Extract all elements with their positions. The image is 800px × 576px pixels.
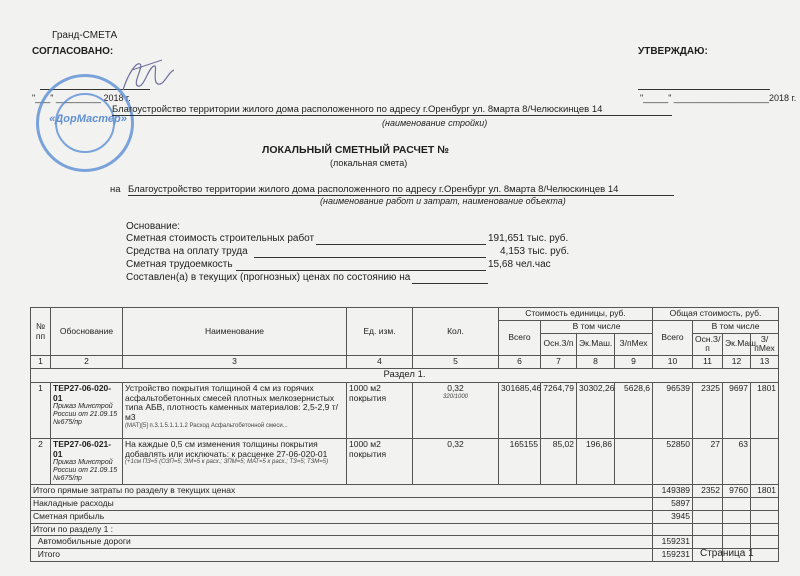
totals-ekmash: 9760 — [723, 485, 751, 498]
row-unit-ekmash: 196,86 — [577, 438, 615, 485]
totals-all: 159231 — [653, 536, 693, 549]
row-total-zpmeh — [751, 438, 779, 485]
approved-left-label: СОГЛАСОВАНО: — [32, 46, 114, 57]
col-number: 3 — [123, 356, 347, 369]
row-name — [123, 382, 347, 438]
header-no: № пп — [31, 308, 51, 356]
header-unit-zpmeh: З/пМех — [615, 333, 653, 356]
row-total-ekmash: 63 — [723, 438, 751, 485]
header-unit-osn: Осн.З/п — [541, 333, 577, 356]
project-name-caption: (наименование стройки) — [382, 118, 488, 128]
row-unit: 1000 м2 покрытия — [347, 382, 413, 438]
row-basis — [51, 438, 123, 485]
labor-underline — [236, 270, 486, 271]
basis-label: Основание: — [126, 221, 181, 232]
row-unit-osn: 85,02 — [541, 438, 577, 485]
totals-label: Итоги по разделу 1 : — [31, 523, 653, 536]
work-name: Благоустройство территории жилого дома расположенного по адресу г.Оренбург ул. 8марта 8/Челюскинцев 14 — [128, 184, 674, 196]
header-total-zpmeh: З/пМех — [751, 333, 779, 356]
labor-value: 15,68 чел.час — [488, 259, 551, 270]
header-unit: Ед. изм. — [347, 308, 413, 356]
row-total-osn: 2325 — [693, 382, 723, 438]
row-note: (+1см ПЗ=5 (ОЗП=5; ЭМ=5 к расх.; ЗПМ=5; МАТ=5 к расх.; ТЗ=5; ТЗМ=5) — [125, 459, 329, 466]
row-code: ТЕР27-06-020-01 — [53, 382, 112, 403]
header-name: Наименование — [123, 308, 347, 356]
row-no: 1 — [31, 382, 51, 438]
row-code: ТЕР27-06-021-01 — [53, 438, 112, 459]
row-total-osn: 27 — [693, 438, 723, 485]
row-name — [123, 438, 347, 485]
row-total-ekmash: 9697 — [723, 382, 751, 438]
totals-row — [31, 498, 779, 511]
header-total-ekmash: Эк.Маш. — [723, 333, 751, 356]
col-number: 8 — [577, 356, 615, 369]
totals-row — [31, 510, 779, 523]
estimate-subtitle: (локальная смета) — [330, 158, 408, 168]
date-right: "_____" ___________________2018 г. — [640, 93, 797, 103]
labor-label: Сметная трудоемкость — [126, 259, 233, 270]
header-unit-all: Всего — [499, 320, 541, 355]
totals-zpmeh: 1801 — [751, 485, 779, 498]
header-total-osn: Осн.З/п — [693, 333, 723, 356]
col-number: 5 — [413, 356, 499, 369]
estimate-title: ЛОКАЛЬНЫЙ СМЕТНЫЙ РАСЧЕТ № — [262, 144, 449, 156]
wages-value: 4,153 тыс. руб. — [500, 246, 570, 257]
col-number: 7 — [541, 356, 577, 369]
row-unit-zpmeh — [615, 438, 653, 485]
header-unit-cost: Стоимость единицы, руб. — [499, 308, 653, 321]
wages-label: Средства на оплату труда — [126, 246, 248, 257]
header-unit-ekmash: Эк.Маш. — [577, 333, 615, 356]
prices-label: Составлен(а) в текущих (прогнозных) ценах по состоянию на — [126, 272, 411, 283]
row-qty-formula: 320/1000 — [442, 393, 469, 400]
signature-line-right — [638, 89, 770, 90]
col-number: 1 — [31, 356, 51, 369]
totals-row — [31, 523, 779, 536]
row-note: (МАТ)[5] п.3.1.5.1.1.1.2 Расход Асфальтобетонной смеси... — [125, 422, 288, 429]
col-number: 9 — [615, 356, 653, 369]
totals-row — [31, 549, 779, 562]
row-total-all: 96539 — [653, 382, 693, 438]
totals-label: Сметная прибыль — [31, 510, 653, 523]
totals-all: 149389 — [653, 485, 693, 498]
work-prefix: на — [110, 184, 121, 195]
wages-underline — [254, 257, 486, 258]
estimate-table — [30, 307, 779, 562]
totals-label: Итого — [31, 549, 653, 562]
totals-label: Автомобильные дороги — [31, 536, 653, 549]
col-number: 11 — [693, 356, 723, 369]
row-unit: 1000 м2 покрытия — [347, 438, 413, 485]
header-qty: Кол. — [413, 308, 499, 356]
totals-all: 159231 — [653, 549, 693, 562]
row-order: Приказ Минстрой России от 21.09.15 №675/пр — [53, 403, 118, 427]
row-name-text: На каждые 0,5 см изменения толщины покрытия добавлять или исключать: к расценке 27-06-020-01 — [125, 438, 328, 459]
table-row — [31, 382, 779, 438]
totals-all: 3945 — [653, 510, 693, 523]
header-unit-incl: В том числе — [541, 320, 653, 333]
seal-stamp: «ДорМастер» — [36, 74, 134, 172]
page-number: Страница 1 — [700, 548, 754, 559]
project-name: Благоустройство территории жилого дома расположенного по адресу г.Оренбург ул. 8марта 8/Челюскинцев 14 — [112, 104, 672, 116]
row-unit-osn: 7264,79 — [541, 382, 577, 438]
row-name-text: Устройство покрытия толщиной 4 см из горячих асфальтобетонных смесей плотных мелкозернистых типа АБВ, плотность каменных материалов: 2,5-2,9 т/м3 — [125, 382, 338, 423]
date-left: "___" _________ 2018 г. — [32, 93, 131, 103]
header-total-all: Всего — [653, 320, 693, 355]
row-unit-all: 301685,46 — [499, 382, 541, 438]
row-no: 2 — [31, 438, 51, 485]
row-total-zpmeh: 1801 — [751, 382, 779, 438]
totals-label: Накладные расходы — [31, 498, 653, 511]
signature-scribble — [118, 54, 178, 100]
totals-label: Итого прямые затраты по разделу в текущих ценах — [31, 485, 653, 498]
prices-underline — [412, 283, 488, 284]
totals-all: 5897 — [653, 498, 693, 511]
cost-value: 191,651 тыс. руб. — [488, 233, 569, 244]
cost-underline — [316, 244, 486, 245]
row-basis — [51, 382, 123, 438]
table-row — [31, 438, 779, 485]
totals-row — [31, 536, 779, 549]
totals-osn: 2352 — [693, 485, 723, 498]
row-order: Приказ Минстрой России от 21.09.15 №675/пр — [53, 459, 118, 483]
col-number: 12 — [723, 356, 751, 369]
col-number: 2 — [51, 356, 123, 369]
row-unit-ekmash: 30302,26 — [577, 382, 615, 438]
col-number: 6 — [499, 356, 541, 369]
row-qty-value: 0,32 — [447, 382, 464, 393]
row-qty-value: 0,32 — [447, 438, 464, 449]
work-name-caption: (наименование работ и затрат, наименование объекта) — [320, 196, 566, 206]
program-name: Гранд-СМЕТА — [52, 30, 118, 41]
header-basis: Обоснование — [51, 308, 123, 356]
row-unit-zpmeh: 5628,6 — [615, 382, 653, 438]
section-title: Раздел 1. — [31, 368, 779, 382]
header-total-incl: В том числе — [693, 320, 779, 333]
col-number: 10 — [653, 356, 693, 369]
approved-right-label: УТВЕРЖДАЮ: — [638, 46, 708, 57]
row-total-all: 52850 — [653, 438, 693, 485]
row-qty — [413, 382, 499, 438]
col-number: 13 — [751, 356, 779, 369]
row-unit-all: 165155 — [499, 438, 541, 485]
col-number: 4 — [347, 356, 413, 369]
row-qty — [413, 438, 499, 485]
header-total-cost: Общая стоимость, руб. — [653, 308, 779, 321]
cost-label: Сметная стоимость строительных работ — [126, 233, 315, 244]
totals-row — [31, 485, 779, 498]
